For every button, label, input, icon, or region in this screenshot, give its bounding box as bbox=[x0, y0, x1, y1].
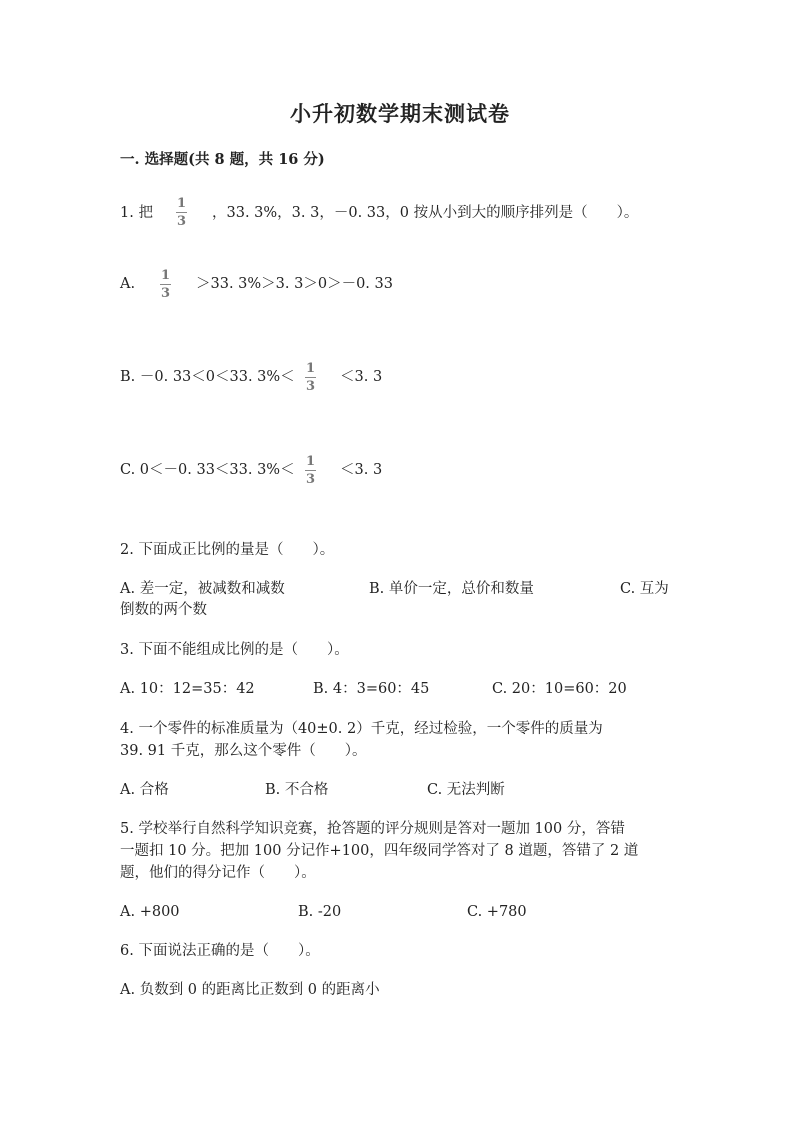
q1-option-b-fraction bbox=[305, 361, 316, 394]
page-title: 小升初数学期末测试卷 bbox=[290, 101, 510, 126]
q1-option-a-text: ＞33. 3%＞3. 3＞0＞－0. 33 bbox=[196, 276, 393, 292]
fraction-denominator: 3 bbox=[305, 472, 316, 487]
fraction-numerator: 1 bbox=[176, 196, 187, 211]
q6-option-a: A. 负数到 0 的距离比正数到 0 的距离小 bbox=[120, 982, 380, 998]
q4-option-c: C. 无法判断 bbox=[427, 782, 505, 798]
fraction-bar bbox=[176, 212, 187, 213]
q5-option-b: B. -20 bbox=[298, 904, 342, 920]
q6-stem: 6. 下面说法正确的是（ ）。 bbox=[120, 943, 320, 959]
q3-option-a: A. 10：12=35：42 bbox=[120, 681, 255, 697]
q1-option-a-fraction bbox=[160, 268, 171, 301]
fraction-numerator: 1 bbox=[305, 454, 316, 469]
q1-stem-rest: ，33. 3%，3. 3，－0. 33，0 按从小到大的顺序排列是（ ）。 bbox=[212, 205, 639, 221]
q4-stem-line2: 39. 91 千克，那么这个零件（ ）。 bbox=[120, 743, 367, 759]
q5-stem-line3: 题，他们的得分记作（ ）。 bbox=[120, 865, 316, 881]
q4-stem-line1: 4. 一个零件的标准质量为（40±0. 2）千克，经过检验，一个零件的质量为 bbox=[120, 721, 603, 737]
fraction-denominator: 3 bbox=[305, 379, 316, 394]
q3-option-b: B. 4：3=60：45 bbox=[313, 681, 430, 697]
q4-option-a: A. 合格 bbox=[120, 782, 169, 798]
q2-stem: 2. 下面成正比例的量是（ ）。 bbox=[120, 542, 335, 558]
fraction-bar bbox=[305, 470, 316, 471]
q1-prefix: 1. 把 bbox=[120, 205, 153, 221]
fraction-bar bbox=[160, 284, 171, 285]
section-heading: 一. 选择题(共 8 题，共 16 分) bbox=[120, 151, 325, 168]
q2-option-c: C. 互为 bbox=[620, 581, 669, 597]
q3-stem: 3. 下面不能组成比例的是（ ）。 bbox=[120, 642, 349, 658]
q5-option-c: C. +780 bbox=[467, 904, 527, 920]
fraction-bar bbox=[305, 377, 316, 378]
q1-option-c-fraction bbox=[305, 454, 316, 487]
q4-option-b: B. 不合格 bbox=[265, 782, 329, 798]
q2-option-a: A. 差一定，被减数和减数 bbox=[120, 581, 285, 597]
q2-option-b: B. 单价一定，总价和数量 bbox=[369, 581, 534, 597]
q2-option-c-continued: 倒数的两个数 bbox=[120, 602, 207, 618]
q1-option-b-rest: ＜3. 3 bbox=[340, 369, 383, 385]
q1-option-b-text: B. －0. 33＜0＜33. 3%＜ bbox=[120, 369, 295, 385]
fraction-denominator: 3 bbox=[160, 286, 171, 301]
q1-option-c-rest: ＜3. 3 bbox=[340, 462, 383, 478]
q1-fraction bbox=[176, 196, 187, 229]
q1-option-a-label: A. bbox=[120, 276, 136, 292]
fraction-denominator: 3 bbox=[176, 214, 187, 229]
q3-option-c: C. 20：10=60：20 bbox=[492, 681, 627, 697]
q5-option-a: A. +800 bbox=[120, 904, 180, 920]
q1-option-c-text: C. 0＜－0. 33＜33. 3%＜ bbox=[120, 462, 295, 478]
q5-stem-line1: 5. 学校举行自然科学知识竞赛，抢答题的评分规则是答对一题加 100 分，答错 bbox=[120, 821, 625, 837]
q5-stem-line2: 一题扣 10 分。把加 100 分记作+100，四年级同学答对了 8 道题，答错了 2 道 bbox=[120, 843, 639, 859]
fraction-numerator: 1 bbox=[305, 361, 316, 376]
fraction-numerator: 1 bbox=[160, 268, 171, 283]
